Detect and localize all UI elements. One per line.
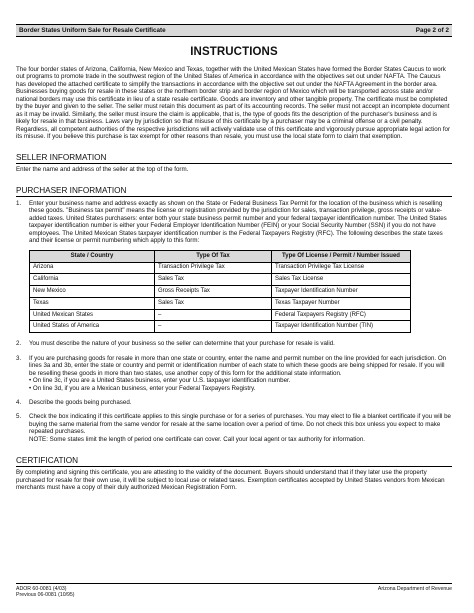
item-number: 3. <box>16 354 22 362</box>
instruction-item-3 <box>16 355 452 392</box>
column-header: Type Of Tax <box>155 250 272 262</box>
column-header: State / Country <box>30 250 155 262</box>
table-cell: – <box>155 321 272 333</box>
table-row <box>30 309 411 321</box>
agency-name: Arizona Department of Revenue <box>377 586 452 592</box>
table-cell: California <box>30 274 155 286</box>
table-cell: Transaction Privilege Tax <box>155 262 272 274</box>
form-number-current: ADOR 60-0081 (4/03) <box>16 586 67 592</box>
table-row <box>30 286 411 298</box>
seller-text: Enter the name and address of the seller at the top of the form. <box>16 165 189 173</box>
table-cell: Taxpayer Identification Number (TIN) <box>272 321 411 333</box>
table-row <box>30 274 411 286</box>
purchaser-heading: PURCHASER INFORMATION <box>16 186 452 197</box>
form-number-previous: Previous 06-0081 (10/95) <box>16 592 75 599</box>
seller-heading: SELLER INFORMATION <box>16 153 452 164</box>
table-cell: Sales Tax <box>155 297 272 309</box>
item-number: 1. <box>16 199 22 207</box>
table-cell: Transaction Privilege Tax License <box>272 262 411 274</box>
page-title: INSTRUCTIONS <box>190 46 278 58</box>
item-note: NOTE: Some states limit the length of period one certificate can cover. Call your local agent or tax authority for information. <box>29 435 366 443</box>
page-footer <box>16 583 452 598</box>
table-cell: Federal Taxpayers Registry (RFC) <box>272 309 411 321</box>
item-number: 5. <box>16 413 22 421</box>
table-row <box>30 321 411 333</box>
table-cell: United Mexican States <box>30 309 155 321</box>
item-text: You must describe the nature of your business so the seller can determine that your purchase for resale is valid. <box>29 340 335 348</box>
table-header-row <box>30 250 411 262</box>
table-row <box>30 297 411 309</box>
table-cell: New Mexico <box>30 286 155 298</box>
certification-heading: CERTIFICATION <box>16 456 452 467</box>
instruction-item-5 <box>16 413 452 443</box>
table-cell: Texas Taxpayer Number <box>272 297 411 309</box>
page-number: Page 2 of 2 <box>415 27 449 34</box>
item-number: 4. <box>16 399 22 406</box>
item-text: Check the box indicating if this certificate applies to this single purchase or for a series of purchases. You may elect to file a blanket certificate if you will be buying the same material from the same vendor for resale at the same location over a period of time. Do not check this box unless you expect to make repeated purchases. <box>29 413 451 436</box>
document-page <box>16 24 452 492</box>
intro-paragraph: The four border states of Arizona, California, New Mexico and Texas, together with the United Mexican States have formed the Border States Caucus to work out programs to promote trade in the southwest region of the United States of America in accordance with the objectives set out under NAFTA. The Caucus has developed the attached certificate to simplify the transactions in accordance with the objective set out under the NAFTA Agreement in the border area. Businesses buying goods for resale in these states or the northern border strip and border region of Mexico which will be transported across state and/or national borders may use this certificate in lieu of a state resale certificate. Goods are inventory and other tangible property. The certificate must be completed by the buyer and given to the seller. The seller must retain this document as part of its accounting records. The seller must not accept an incomplete document as it may be invalid. Similarly, the seller must insure the claim is applicable, that is, the type of goods fits the description of the purchaser's business and is likely for resale in that business. Laws vary by jurisdiction so that misuse of this certificate by a purchaser may be a criminal offense or a civil penalty. Regardless, all competent authorities of the respective jurisdictions will actively validate use of this certificate and vigorously pursue appropriate legal action for its misuse. If you believe this purchase is tax exempt for other reasons than resale, you must use the local state form to claim that exemption. <box>16 66 451 141</box>
instruction-item-1 <box>16 200 452 245</box>
item-text: Describe the goods being purchased. <box>29 399 132 406</box>
bullet-line: • On line 3c, if you are a United States business, enter your U.S. taxpayer identification number. <box>29 377 291 385</box>
table-cell: United States of America <box>30 321 155 333</box>
table-cell: – <box>155 309 272 321</box>
form-number <box>16 586 75 598</box>
column-header: Type Of License / Permit / Number Issued <box>272 250 411 262</box>
instruction-item-4 <box>16 399 452 406</box>
table-cell: Texas <box>30 297 155 309</box>
table-cell: Gross Receipts Tax <box>155 286 272 298</box>
certification-text: By completing and signing this certificate, you are attesting to the validity of the document. Buyers should understand that if they later use the property purchased for resale for their own use, it will be subject to local use or related taxes. Exemption certificates accepted by United States vendors from Mexican merchants must have a copy of their duly authorized Mexican Registration Form. <box>16 469 445 492</box>
item-number: 2. <box>16 340 22 348</box>
bullet-line: • On line 3d, if you are a Mexican business, enter your Federal Taxpayers Registry. <box>29 384 256 392</box>
instruction-item-2 <box>16 340 452 347</box>
item-text: If you are purchasing goods for resale in more than one state or country, enter the name and permit number on the line provided for each jurisdiction. On lines 3a and 3b, enter the state or country and permit or identification number of each state to which these goods are being shipped for resale. If you will be reselling these goods in more than two states, use another copy of this form for the additional state information. <box>29 354 447 377</box>
page-header <box>16 24 452 37</box>
table-cell: Taxpayer Identification Number <box>272 286 411 298</box>
table-cell: Sales Tax License <box>272 274 411 286</box>
table-row <box>30 262 411 274</box>
item-text: Enter your business name and address exactly as shown on the State or Federal Business Tax Permit for the location of the business which is reselling these goods. "Business tax permit" means the license or registration provided by the jurisdiction for sales, transaction privilege, gross receipts or value-added taxes. United States purchasers: enter both your state business permit number and your federal taxpayer identification number. The United States taxpayer identification number is either your Federal Employer Identification Number (FEIN) or your Social Security Number (SSN) if you do not have employees. The United Mexican States taxpayer identification number is the Federal Taxpayers Registry (RFC). The following describes the state taxes and their license or permit numbering which apply to this form: <box>29 199 447 245</box>
table-cell: Arizona <box>30 262 155 274</box>
tax-table <box>29 250 411 334</box>
table-cell: Sales Tax <box>155 274 272 286</box>
form-title: Border States Uniform Sale for Resale Certificate <box>19 27 166 34</box>
